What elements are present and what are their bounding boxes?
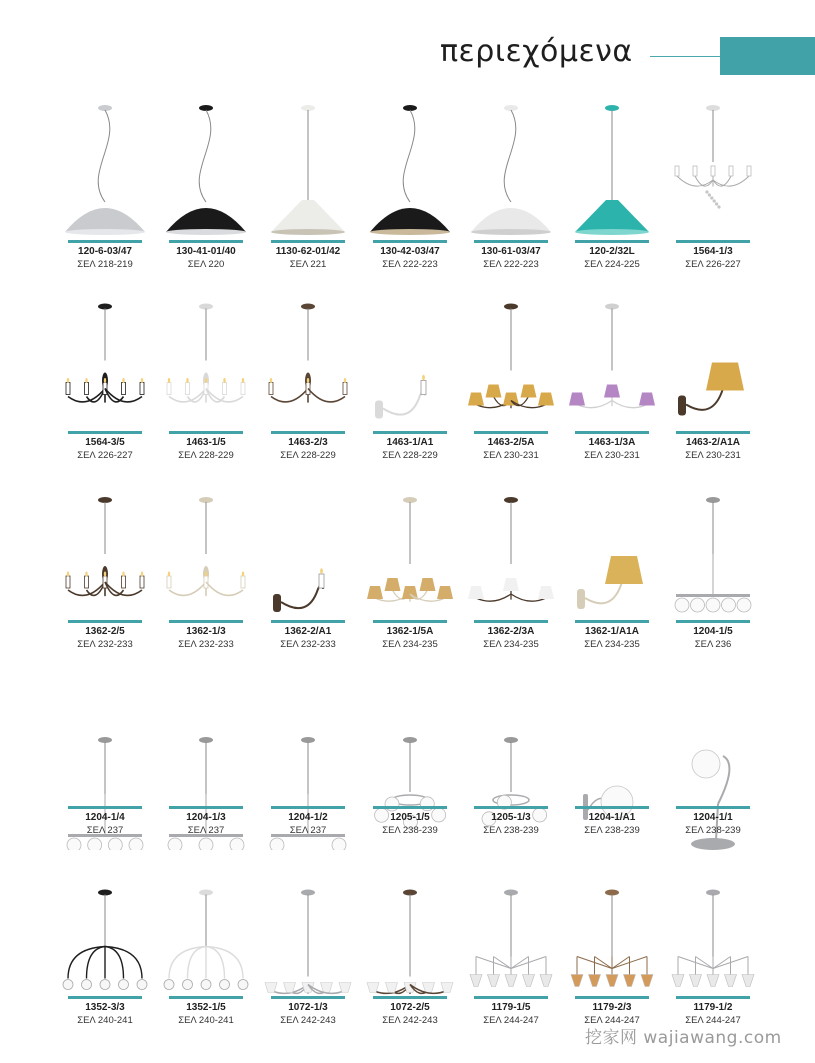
product-pages: ΣΕΛ 221 bbox=[289, 259, 327, 270]
lamp-illustration-icon bbox=[567, 100, 657, 240]
product-item[interactable] bbox=[161, 710, 251, 875]
lamp-illustration-icon bbox=[161, 875, 251, 1015]
product-code: 1352-1/5 bbox=[186, 1002, 226, 1013]
product-code: 1204-1/1 bbox=[693, 812, 733, 823]
product-item[interactable] bbox=[466, 488, 556, 653]
lamp-illustration-icon bbox=[567, 296, 657, 436]
product-item[interactable] bbox=[466, 100, 556, 270]
product-pages: ΣΕΛ 240-241 bbox=[77, 1015, 133, 1026]
lamp-illustration-icon bbox=[161, 488, 251, 628]
product-item[interactable] bbox=[466, 710, 556, 875]
product-code: 1204-1/2 bbox=[288, 812, 328, 823]
product-code: 1463-1/5 bbox=[186, 437, 226, 448]
product-accent-bar bbox=[676, 431, 750, 434]
product-code: 1352-3/3 bbox=[85, 1002, 125, 1013]
product-pages: ΣΕΛ 220 bbox=[187, 259, 225, 270]
product-pages: ΣΕΛ 244-247 bbox=[685, 1015, 741, 1026]
product-pages: ΣΕΛ 230-231 bbox=[584, 450, 640, 461]
product-pages: ΣΕΛ 238-239 bbox=[584, 825, 640, 836]
product-item[interactable] bbox=[60, 100, 150, 270]
lamp-illustration-icon bbox=[365, 875, 455, 1015]
lamp-illustration-icon bbox=[668, 100, 758, 240]
product-accent-bar bbox=[68, 240, 142, 243]
lamp-illustration-icon bbox=[365, 488, 455, 628]
product-code: 1564-3/5 bbox=[85, 437, 125, 448]
product-code: 1204-1/4 bbox=[85, 812, 125, 823]
product-pages: ΣΕΛ 228-229 bbox=[382, 450, 438, 461]
product-accent-bar bbox=[474, 806, 548, 809]
lamp-illustration-icon bbox=[161, 100, 251, 240]
product-item[interactable] bbox=[60, 296, 150, 461]
product-item[interactable] bbox=[263, 875, 353, 1040]
product-pages: ΣΕΛ 240-241 bbox=[178, 1015, 234, 1026]
product-pages: ΣΕΛ 232-233 bbox=[280, 639, 336, 650]
product-pages: ΣΕΛ 234-235 bbox=[382, 639, 438, 650]
lamp-illustration-icon bbox=[466, 296, 556, 436]
product-accent-bar bbox=[169, 240, 243, 243]
product-code: 130-41-01/40 bbox=[176, 246, 236, 257]
product-code: 1463-1/A1 bbox=[386, 437, 434, 448]
product-accent-bar bbox=[676, 620, 750, 623]
product-code: 1564-1/3 bbox=[693, 246, 733, 257]
product-item[interactable] bbox=[60, 488, 150, 653]
product-item[interactable] bbox=[161, 875, 251, 1040]
lamp-illustration-icon bbox=[466, 488, 556, 628]
product-accent-bar bbox=[373, 431, 447, 434]
product-pages: ΣΕΛ 237 bbox=[187, 825, 225, 836]
product-item[interactable] bbox=[567, 100, 657, 270]
product-pages: ΣΕΛ 244-247 bbox=[584, 1015, 640, 1026]
product-code: 1463-2/3 bbox=[288, 437, 328, 448]
watermark: 挖家网 wajiawang.com bbox=[585, 1028, 782, 1048]
lamp-illustration-icon bbox=[60, 875, 150, 1015]
product-pages: ΣΕΛ 234-235 bbox=[483, 639, 539, 650]
product-code: 1362-2/A1 bbox=[284, 626, 332, 637]
product-code: 1362-1/5A bbox=[386, 626, 434, 637]
product-code: 1130-62-01/42 bbox=[275, 246, 341, 257]
product-pages: ΣΕΛ 230-231 bbox=[685, 450, 741, 461]
lamp-illustration-icon bbox=[263, 488, 353, 628]
product-item[interactable] bbox=[668, 710, 758, 875]
lamp-illustration-icon bbox=[60, 296, 150, 436]
lamp-illustration-icon bbox=[668, 875, 758, 1015]
product-item[interactable] bbox=[365, 488, 455, 653]
product-accent-bar bbox=[575, 996, 649, 999]
product-item[interactable] bbox=[567, 875, 657, 1040]
product-pages: ΣΕΛ 222-223 bbox=[382, 259, 438, 270]
product-pages: ΣΕΛ 224-225 bbox=[584, 259, 640, 270]
lamp-illustration-icon bbox=[60, 488, 150, 628]
product-accent-bar bbox=[373, 806, 447, 809]
product-item[interactable] bbox=[668, 100, 758, 270]
product-item[interactable] bbox=[365, 710, 455, 875]
product-accent-bar bbox=[676, 240, 750, 243]
product-code: 120-2/32L bbox=[589, 246, 635, 257]
product-accent-bar bbox=[271, 240, 345, 243]
product-accent-bar bbox=[474, 996, 548, 999]
product-accent-bar bbox=[68, 996, 142, 999]
lamp-illustration-icon bbox=[466, 875, 556, 1015]
product-pages: ΣΕΛ 242-243 bbox=[382, 1015, 438, 1026]
product-code: 1179-2/3 bbox=[592, 1002, 632, 1013]
product-item[interactable] bbox=[466, 875, 556, 1040]
product-code: 1463-1/3A bbox=[588, 437, 636, 448]
product-code: 1205-1/5 bbox=[390, 812, 430, 823]
product-pages: ΣΕΛ 236 bbox=[694, 639, 732, 650]
product-item[interactable] bbox=[567, 296, 657, 461]
product-item[interactable] bbox=[161, 296, 251, 461]
product-accent-bar bbox=[676, 996, 750, 999]
product-code: 1362-1/3 bbox=[186, 626, 226, 637]
product-item[interactable] bbox=[567, 710, 657, 875]
product-item[interactable] bbox=[668, 488, 758, 653]
product-code: 1072-2/5 bbox=[390, 1002, 430, 1013]
product-accent-bar bbox=[169, 806, 243, 809]
product-item[interactable] bbox=[668, 875, 758, 1040]
product-accent-bar bbox=[271, 620, 345, 623]
product-pages: ΣΕΛ 237 bbox=[86, 825, 124, 836]
product-pages: ΣΕΛ 238-239 bbox=[685, 825, 741, 836]
product-item[interactable] bbox=[60, 875, 150, 1040]
product-item[interactable] bbox=[466, 296, 556, 461]
product-pages: ΣΕΛ 237 bbox=[289, 825, 327, 836]
catalog-grid bbox=[60, 0, 760, 1063]
product-accent-bar bbox=[575, 806, 649, 809]
product-accent-bar bbox=[373, 620, 447, 623]
product-pages: ΣΕΛ 230-231 bbox=[483, 450, 539, 461]
product-pages: ΣΕΛ 222-223 bbox=[483, 259, 539, 270]
product-code: 1179-1/5 bbox=[491, 1002, 531, 1013]
product-code: 1463-2/A1A bbox=[686, 437, 740, 448]
product-pages: ΣΕΛ 244-247 bbox=[483, 1015, 539, 1026]
lamp-illustration-icon bbox=[263, 100, 353, 240]
product-code: 1179-1/2 bbox=[693, 1002, 733, 1013]
product-accent-bar bbox=[68, 431, 142, 434]
lamp-illustration-icon bbox=[567, 488, 657, 628]
product-accent-bar bbox=[169, 620, 243, 623]
page-title: περιεχόμενα bbox=[440, 34, 633, 69]
product-accent-bar bbox=[271, 431, 345, 434]
product-item[interactable] bbox=[263, 296, 353, 461]
lamp-illustration-icon bbox=[668, 488, 758, 628]
product-pages: ΣΕΛ 226-227 bbox=[77, 450, 133, 461]
product-pages: ΣΕΛ 228-229 bbox=[280, 450, 336, 461]
product-pages: ΣΕΛ 238-239 bbox=[382, 825, 438, 836]
product-code: 1463-2/5A bbox=[487, 437, 535, 448]
lamp-illustration-icon bbox=[466, 100, 556, 240]
product-pages: ΣΕΛ 232-233 bbox=[77, 639, 133, 650]
product-code: 130-42-03/47 bbox=[380, 246, 440, 257]
product-accent-bar bbox=[676, 806, 750, 809]
product-item[interactable] bbox=[60, 710, 150, 875]
product-item[interactable] bbox=[365, 875, 455, 1040]
product-accent-bar bbox=[575, 240, 649, 243]
product-pages: ΣΕΛ 228-229 bbox=[178, 450, 234, 461]
product-pages: ΣΕΛ 242-243 bbox=[280, 1015, 336, 1026]
product-accent-bar bbox=[271, 806, 345, 809]
product-pages: ΣΕΛ 238-239 bbox=[483, 825, 539, 836]
lamp-illustration-icon bbox=[60, 100, 150, 240]
lamp-illustration-icon bbox=[161, 296, 251, 436]
product-code: 1362-1/A1A bbox=[585, 626, 639, 637]
product-accent-bar bbox=[271, 996, 345, 999]
product-item[interactable] bbox=[263, 488, 353, 653]
product-accent-bar bbox=[68, 806, 142, 809]
lamp-illustration-icon bbox=[263, 296, 353, 436]
product-code: 120-6-03/47 bbox=[78, 246, 132, 257]
product-accent-bar bbox=[474, 620, 548, 623]
product-code: 1362-2/3A bbox=[487, 626, 535, 637]
product-item[interactable] bbox=[668, 296, 758, 461]
product-code: 1204-1/5 bbox=[693, 626, 733, 637]
product-item[interactable] bbox=[365, 296, 455, 461]
lamp-illustration-icon bbox=[668, 296, 758, 436]
product-pages: ΣΕΛ 232-233 bbox=[178, 639, 234, 650]
product-code: 130-61-03/47 bbox=[481, 246, 541, 257]
product-accent-bar bbox=[575, 620, 649, 623]
product-accent-bar bbox=[373, 996, 447, 999]
product-accent-bar bbox=[169, 431, 243, 434]
product-accent-bar bbox=[474, 240, 548, 243]
product-item[interactable] bbox=[161, 100, 251, 270]
product-accent-bar bbox=[68, 620, 142, 623]
lamp-illustration-icon bbox=[263, 875, 353, 1015]
product-accent-bar bbox=[373, 240, 447, 243]
product-code: 1362-2/5 bbox=[85, 626, 125, 637]
product-code: 1072-1/3 bbox=[288, 1002, 328, 1013]
product-pages: ΣΕΛ 218-219 bbox=[77, 259, 133, 270]
product-code: 1204-1/A1 bbox=[588, 812, 636, 823]
product-item[interactable] bbox=[161, 488, 251, 653]
lamp-illustration-icon bbox=[365, 296, 455, 436]
lamp-illustration-icon bbox=[365, 100, 455, 240]
product-item[interactable] bbox=[263, 710, 353, 875]
product-code: 1204-1/3 bbox=[186, 812, 226, 823]
product-code: 1205-1/3 bbox=[491, 812, 531, 823]
product-item[interactable] bbox=[365, 100, 455, 270]
product-accent-bar bbox=[474, 431, 548, 434]
product-pages: ΣΕΛ 226-227 bbox=[685, 259, 741, 270]
product-pages: ΣΕΛ 234-235 bbox=[584, 639, 640, 650]
product-accent-bar bbox=[575, 431, 649, 434]
lamp-illustration-icon bbox=[567, 875, 657, 1015]
product-item[interactable] bbox=[567, 488, 657, 653]
product-accent-bar bbox=[169, 996, 243, 999]
product-item[interactable] bbox=[263, 100, 353, 270]
